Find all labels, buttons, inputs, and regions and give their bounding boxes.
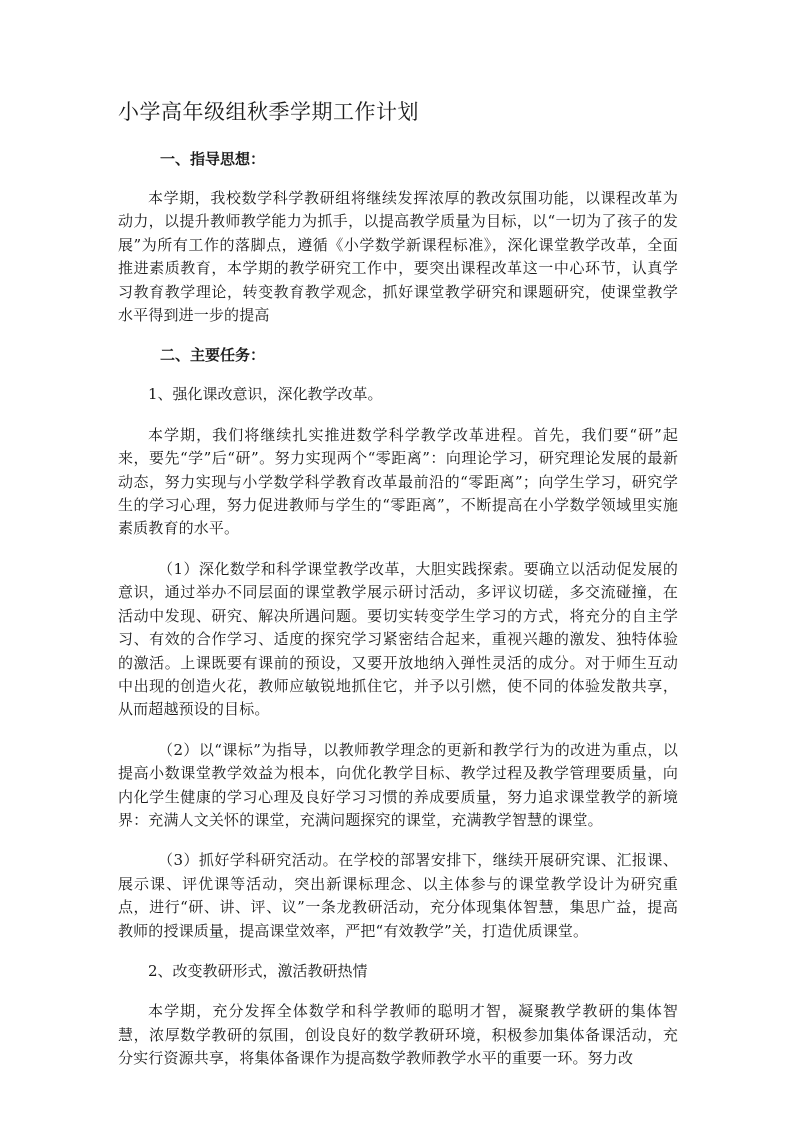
paragraph-guiding-ideology: 本学期，我校数学科学教研组将继续发挥浓厚的教改氛围功能，以课程改革为动力，以提升教师教学能力为抓手，以提高教学质量为目标，以“一切为了孩子的发展”为所有工作的落脚点，遵循《小学数学新课程标准》，深化课堂教学改革，全面推进素质教育，本学期的教学研究工作中，要突出课程改革这一中心环节，认真学习教育教学理论，转变教育教学观念，抓好课堂教学研究和课题研究，使课堂教学水平得到进一步的提高 <box>118 189 678 325</box>
task-item-1: 1、强化课改意识，深化教学改革。 <box>148 385 383 404</box>
subitem-2: （2）以“课标”为指导，以教师教学理念的更新和教学行为的改进为重点，以提高小数课堂教学效益为根本，向优化教学目标、教学过程及教学管理要质量，向内化学生健康的学习心理及良好学习习惯的养成要质量，努力追求课堂教学的新境界：充满人文关怀的课堂，充满问题探究的课堂，充满教学智慧的课堂。 <box>118 740 678 829</box>
document-title: 小学高年级组秋季学期工作计划 <box>118 100 419 124</box>
section-heading-main-tasks: 二、主要任务： <box>160 346 266 365</box>
section-heading-guiding-ideology: 一、指导思想： <box>160 150 266 168</box>
document-page <box>118 98 678 1088</box>
task-item-2: 2、改变教研形式，激活教研热情 <box>148 961 368 980</box>
subitem-3: （3）抓好学科研究活动。在学校的部署安排下，继续开展研究课、汇报课、展示课、评优课等活动，突出新课标理念、以主体参与的课堂教学设计为研究重点，进行“研、讲、评、议”一条龙教研活动，充分体现集体智慧，集思广益，提高教师的授课质量，提高课堂效率，严把“有效教学”关，打造优质课堂。 <box>118 851 678 940</box>
paragraph-task-1: 本学期，我们将继续扎实推进数学科学教学改革进程。首先，我们要“研”起来，要先“学”后“研”。努力实现两个“零距离”：向理论学习，研究理论发展的最新动态，努力实现与小学数学科学教育改革最前沿的“零距离”；向学生学习，研究学生的学习心理，努力促进教师与学生的“零距离”，不断提高在小学数学领域里实施素质教育的水平。 <box>118 425 678 538</box>
subitem-1: （1）深化数学和科学课堂教学改革，大胆实践探索。要确立以活动促发展的意识，通过举办不同层面的课堂教学展示研讨活动，多评议切磋，多交流碰撞，在活动中发现、研究、解决所遇问题。要切实转变学生学习的方式，将充分的自主学习、有效的合作学习、适度的探究学习紧密结合起来，重视兴趣的激发、独特体验的激活。上课既要有课前的预设，又要开放地纳入弹性灵活的成分。对于师生互动中出现的创造火花，教师应敏锐地抓住它，并予以引燃，使不同的体验发散共享，从而超越预设的目标。 <box>118 559 678 719</box>
paragraph-task-2: 本学期，充分发挥全体数学和科学教师的聪明才智，凝聚教学教研的集体智慧，浓厚数学教研的氛围，创设良好的数学教研环境，积极参加集体备课活动，充分实行资源共享，将集体备课作为提高数学教师教学水平的重要一环。努力改 <box>118 1002 678 1068</box>
